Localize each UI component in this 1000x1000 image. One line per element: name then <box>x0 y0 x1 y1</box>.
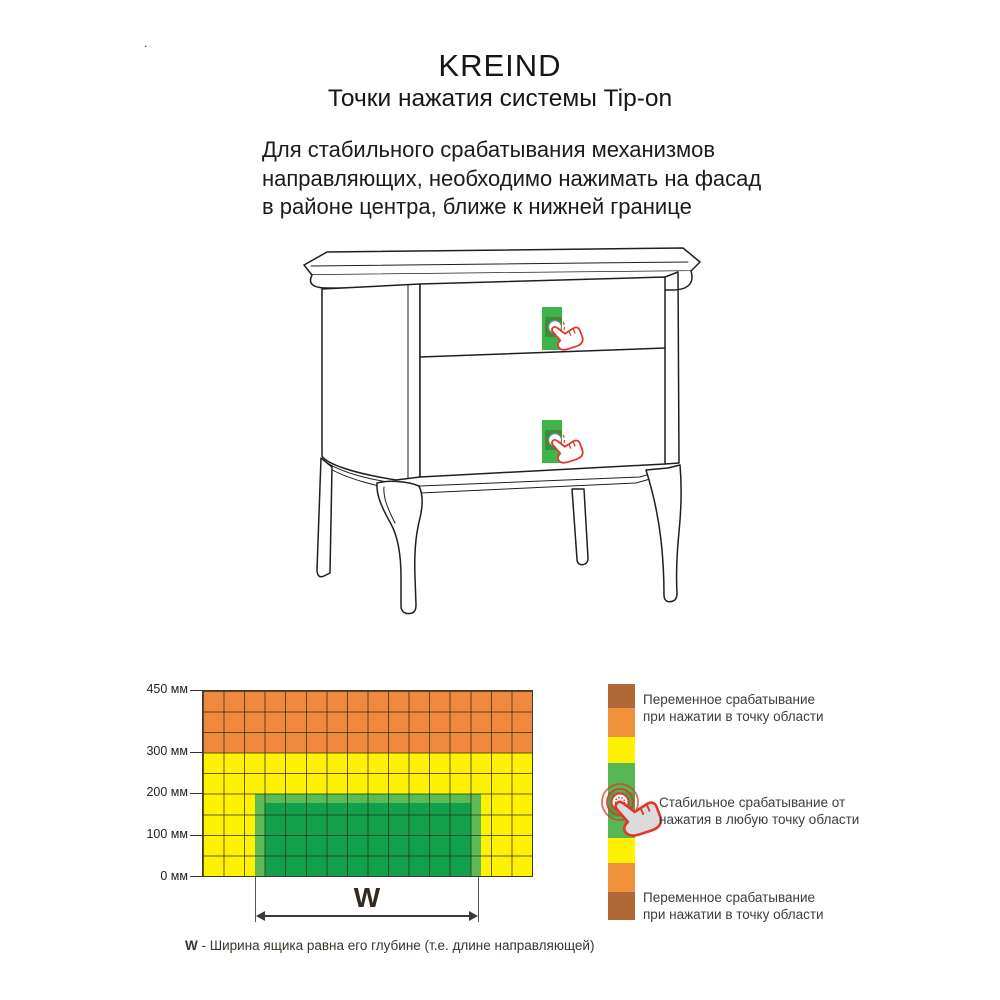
page-subtitle: Точки нажатия системы Tip-on <box>327 85 673 112</box>
legend-line: Переменное срабатывание <box>643 692 816 707</box>
axis-label-300: 300 мм <box>146 744 188 758</box>
legend-line: при нажатии в точку области <box>643 907 824 923</box>
axis-tick <box>190 690 202 691</box>
arrow-shaft <box>260 915 474 917</box>
pressure-zone-grid <box>202 690 533 877</box>
leg-front-right <box>646 465 681 602</box>
page-title: KREIND <box>438 48 562 83</box>
legend-line: Переменное срабатывание <box>643 890 816 905</box>
legend-line: нажатия в любую точку области <box>659 812 860 828</box>
legend-item-stable <box>659 794 859 828</box>
legend-seg-orange <box>608 863 635 892</box>
legend-seg-brown <box>608 892 635 920</box>
corner-mark: . <box>144 36 148 50</box>
axis-tick <box>190 752 202 753</box>
tabletop <box>304 248 700 275</box>
leg-back-left <box>317 458 332 577</box>
dimension-line-right <box>478 877 479 922</box>
caption-w: W <box>185 938 198 953</box>
intro-paragraph <box>262 136 762 222</box>
intro-line: Для стабильного срабатывания механизмов <box>262 137 716 162</box>
dimension-arrow <box>256 915 478 917</box>
legend-line: Стабильное срабатывание от <box>659 795 846 810</box>
legend-seg-orange <box>608 708 635 737</box>
axis-label-200: 200 мм <box>146 785 188 799</box>
axis-label-450: 450 мм <box>146 682 188 696</box>
intro-line: направляющих, необходимо нажимать на фасад <box>262 165 762 191</box>
diagram-caption <box>185 938 594 953</box>
side-panel <box>322 284 420 480</box>
legend-item-variable-bottom <box>643 889 824 923</box>
nightstand-illustration <box>295 240 715 630</box>
axis-label-0: 0 мм <box>160 869 188 883</box>
leg-front-left <box>377 481 422 613</box>
axis-tick <box>190 835 202 836</box>
legend-seg-yellow <box>608 737 635 763</box>
legend-item-variable-top <box>643 691 824 725</box>
axis-tick <box>190 793 202 794</box>
legend-seg-brown <box>608 684 635 708</box>
intro-line: в районе центра, ближе к нижней границе <box>262 194 692 220</box>
grid-lines <box>203 691 532 876</box>
arrowhead-right-icon <box>469 911 478 921</box>
legend-line: при нажатии в точку области <box>643 709 824 725</box>
axis-tick <box>190 876 202 877</box>
width-label: W <box>353 882 381 913</box>
leg-back-right <box>572 489 588 565</box>
axis-label-100: 100 мм <box>146 827 188 841</box>
caption-text: - Ширина ящика равна его глубине (т.е. длине направляющей) <box>197 938 595 953</box>
